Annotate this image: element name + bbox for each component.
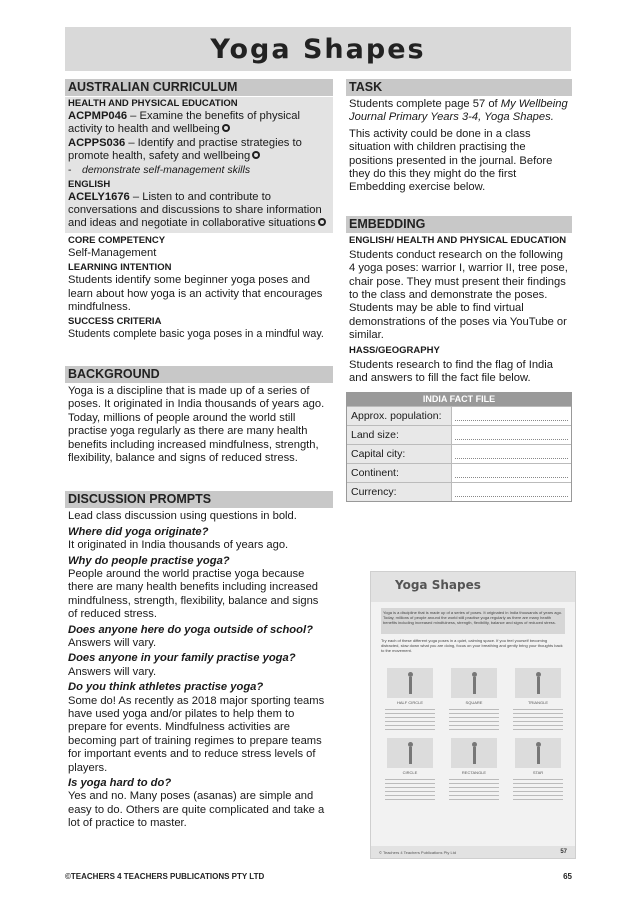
question: Does anyone in your family practise yoga? (68, 652, 296, 665)
fact-answer-line[interactable] (452, 426, 571, 444)
answer: Answers will vary. (68, 636, 157, 649)
pose-figure-icon (515, 668, 561, 698)
question: Is yoga hard to do? (68, 777, 172, 790)
discussion-prompts-heading: DISCUSSION PROMPTS (65, 491, 333, 508)
pose-figure-icon (387, 738, 433, 768)
fact-answer-line[interactable] (452, 407, 571, 425)
right-column (346, 79, 572, 502)
answer: Yes and no. Many poses (asanas) are simple and easy to do. Others are quite complicated and take a lot of practice to master. (68, 790, 325, 830)
pose-card: RECTANGLE (445, 738, 503, 800)
question: Why do people practise yoga? (68, 554, 230, 567)
title-bar (65, 27, 571, 71)
thumbnail-instruction: Try each of these different yoga poses in a quiet, calming space. If you feel yourself becoming distracted, slow down what you are doing, focus on your breathing and gently bring your thoughts back to the movement. (381, 638, 563, 652)
fact-row: Continent: (347, 463, 571, 482)
embedding-text-flag: Students research to find the flag of India and answers to fill the fact file below. (349, 358, 553, 385)
curriculum-heading: AUSTRALIAN CURRICULUM (65, 79, 333, 96)
answer: Some do! As recently as 2018 major sporting teams have used yoga and/or pilates to help them to prepare for events. Mindfulness activities are becoming part of training regimes to prepare teams for important events and to reduce stress levels of players. (68, 694, 325, 774)
question: Does anyone here do yoga outside of school? (68, 623, 313, 636)
discussion-intro: Lead class discussion using questions in bold. (68, 510, 297, 523)
capability-icon (252, 151, 260, 159)
capability-icon (222, 124, 230, 132)
fact-answer-line[interactable] (452, 445, 571, 463)
thumbnail-footer: © Teachers 4 Teachers Publications Pty Ltd 57 (371, 846, 575, 858)
pose-card: HALF CIRCLE (381, 668, 439, 730)
curriculum-box (65, 97, 333, 233)
question: Where did yoga originate? (68, 525, 209, 538)
fact-answer-line[interactable] (452, 483, 571, 501)
pose-figure-icon (515, 738, 561, 768)
fact-file-title: INDIA FACT FILE (347, 393, 571, 406)
pose-card: SQUARE (445, 668, 503, 730)
task-heading: TASK (346, 79, 572, 96)
fact-row: Capital city: (347, 444, 571, 463)
acpps036-dash-point: - demonstrate self-management skills (68, 163, 251, 176)
fact-row: Currency: (347, 482, 571, 501)
task-reference: Students complete page 57 of My Wellbeing Journal Primary Years 3-4, Yoga Shapes. (349, 98, 568, 124)
page-title: Yoga Shapes (210, 33, 426, 65)
hpe-subheading: HEALTH AND PHYSICAL EDUCATION (68, 98, 238, 109)
background-text: Yoga is a discipline that is made up of a series of poses. It originated in India thousands of years ago. Today, millions of people around the world still practise yoga regularly as there are many health benefits including increased mindfulness, strength, flexibility, balance and signs of reduced stress. (68, 384, 325, 464)
answer: Answers will vary. (68, 665, 157, 678)
journal-page-thumbnail (370, 571, 576, 859)
left-column (65, 79, 333, 831)
success-criteria-text: Students complete basic yoga poses in a mindful way. (68, 328, 324, 341)
core-competency-heading: CORE COMPETENCY (68, 234, 166, 246)
answer: People around the world practise yoga because there are many health benefits including increased mindfulness, strength, flexibility, balance and signs of reduced stress. (68, 567, 319, 621)
core-competency-text: Self-Management (68, 246, 157, 259)
page-number: 65 (563, 872, 572, 881)
success-criteria-heading: SUCCESS CRITERIA (68, 316, 162, 328)
english-subheading: ENGLISH (68, 178, 111, 190)
question: Do you think athletes practise yoga? (68, 681, 264, 694)
page-footer (65, 872, 572, 881)
acpmp046-outcome: ACPMP046 – Examine the benefits of physical activity to health and wellbeing (68, 110, 300, 136)
fact-row: Land size: (347, 425, 571, 444)
publisher-credit: ©TEACHERS 4 TEACHERS PUBLICATIONS PTY LTD (65, 872, 265, 881)
learning-intention-heading: LEARNING INTENTION (68, 262, 172, 274)
acely1676-outcome: ACELY1676 – Listen to and contribute to conversations and discussions to share information and ideas and negotiate in collaborative situations (68, 191, 330, 231)
embedding-subheading-english-hpe: ENGLISH/ HEALTH AND PHYSICAL EDUCATION (349, 234, 567, 246)
discussion-list (65, 510, 333, 830)
capability-icon (318, 218, 326, 226)
fact-answer-line[interactable] (452, 464, 571, 482)
learning-intention-text: Students identify some beginner yoga poses and learn about how yoga is an activity that encourages mindfulness. (68, 274, 323, 314)
pose-figure-icon (451, 668, 497, 698)
thumbnail-title: Yoga Shapes (371, 572, 575, 602)
pose-card: STAR (509, 738, 567, 800)
pose-card: TRIANGLE (509, 668, 567, 730)
india-fact-file (346, 392, 572, 502)
pose-card: CIRCLE (381, 738, 439, 800)
task-text: This activity could be done in a class situation with children practising the positions presented in the journal. Before they do this they might do the first Embedding exercise below. (349, 127, 553, 194)
embedding-text-research: Students conduct research on the following 4 yoga poses: warrior I, warrior II, tree pose, chair pose. They must present their findings to the class and demonstrate the poses. Students may be able to find virtual demonstrations of the poses via YouTube or similar. (349, 248, 568, 342)
thumbnail-intro: Yoga is a discipline that is made up of a series of poses. It originated in India thousands of years ago. Today, millions of people around the world still practise yoga regularly as there are many health benefits including increased mindfulness, strength, flexibility, balance and signs of reduced stress. (381, 608, 565, 634)
thumbnail-pose-grid (381, 668, 567, 800)
embedding-subheading-hass: HASS/GEOGRAPHY (349, 344, 440, 356)
background-heading: BACKGROUND (65, 366, 333, 383)
acpps036-outcome: ACPPS036 – Identify and practise strategies to promote health, safety and wellbeing (68, 136, 302, 163)
embedding-heading: EMBEDDING (346, 216, 572, 233)
pose-figure-icon (451, 738, 497, 768)
pose-figure-icon (387, 668, 433, 698)
fact-row: Approx. population: (347, 406, 571, 425)
answer: It originated in India thousands of years ago. (68, 539, 289, 552)
